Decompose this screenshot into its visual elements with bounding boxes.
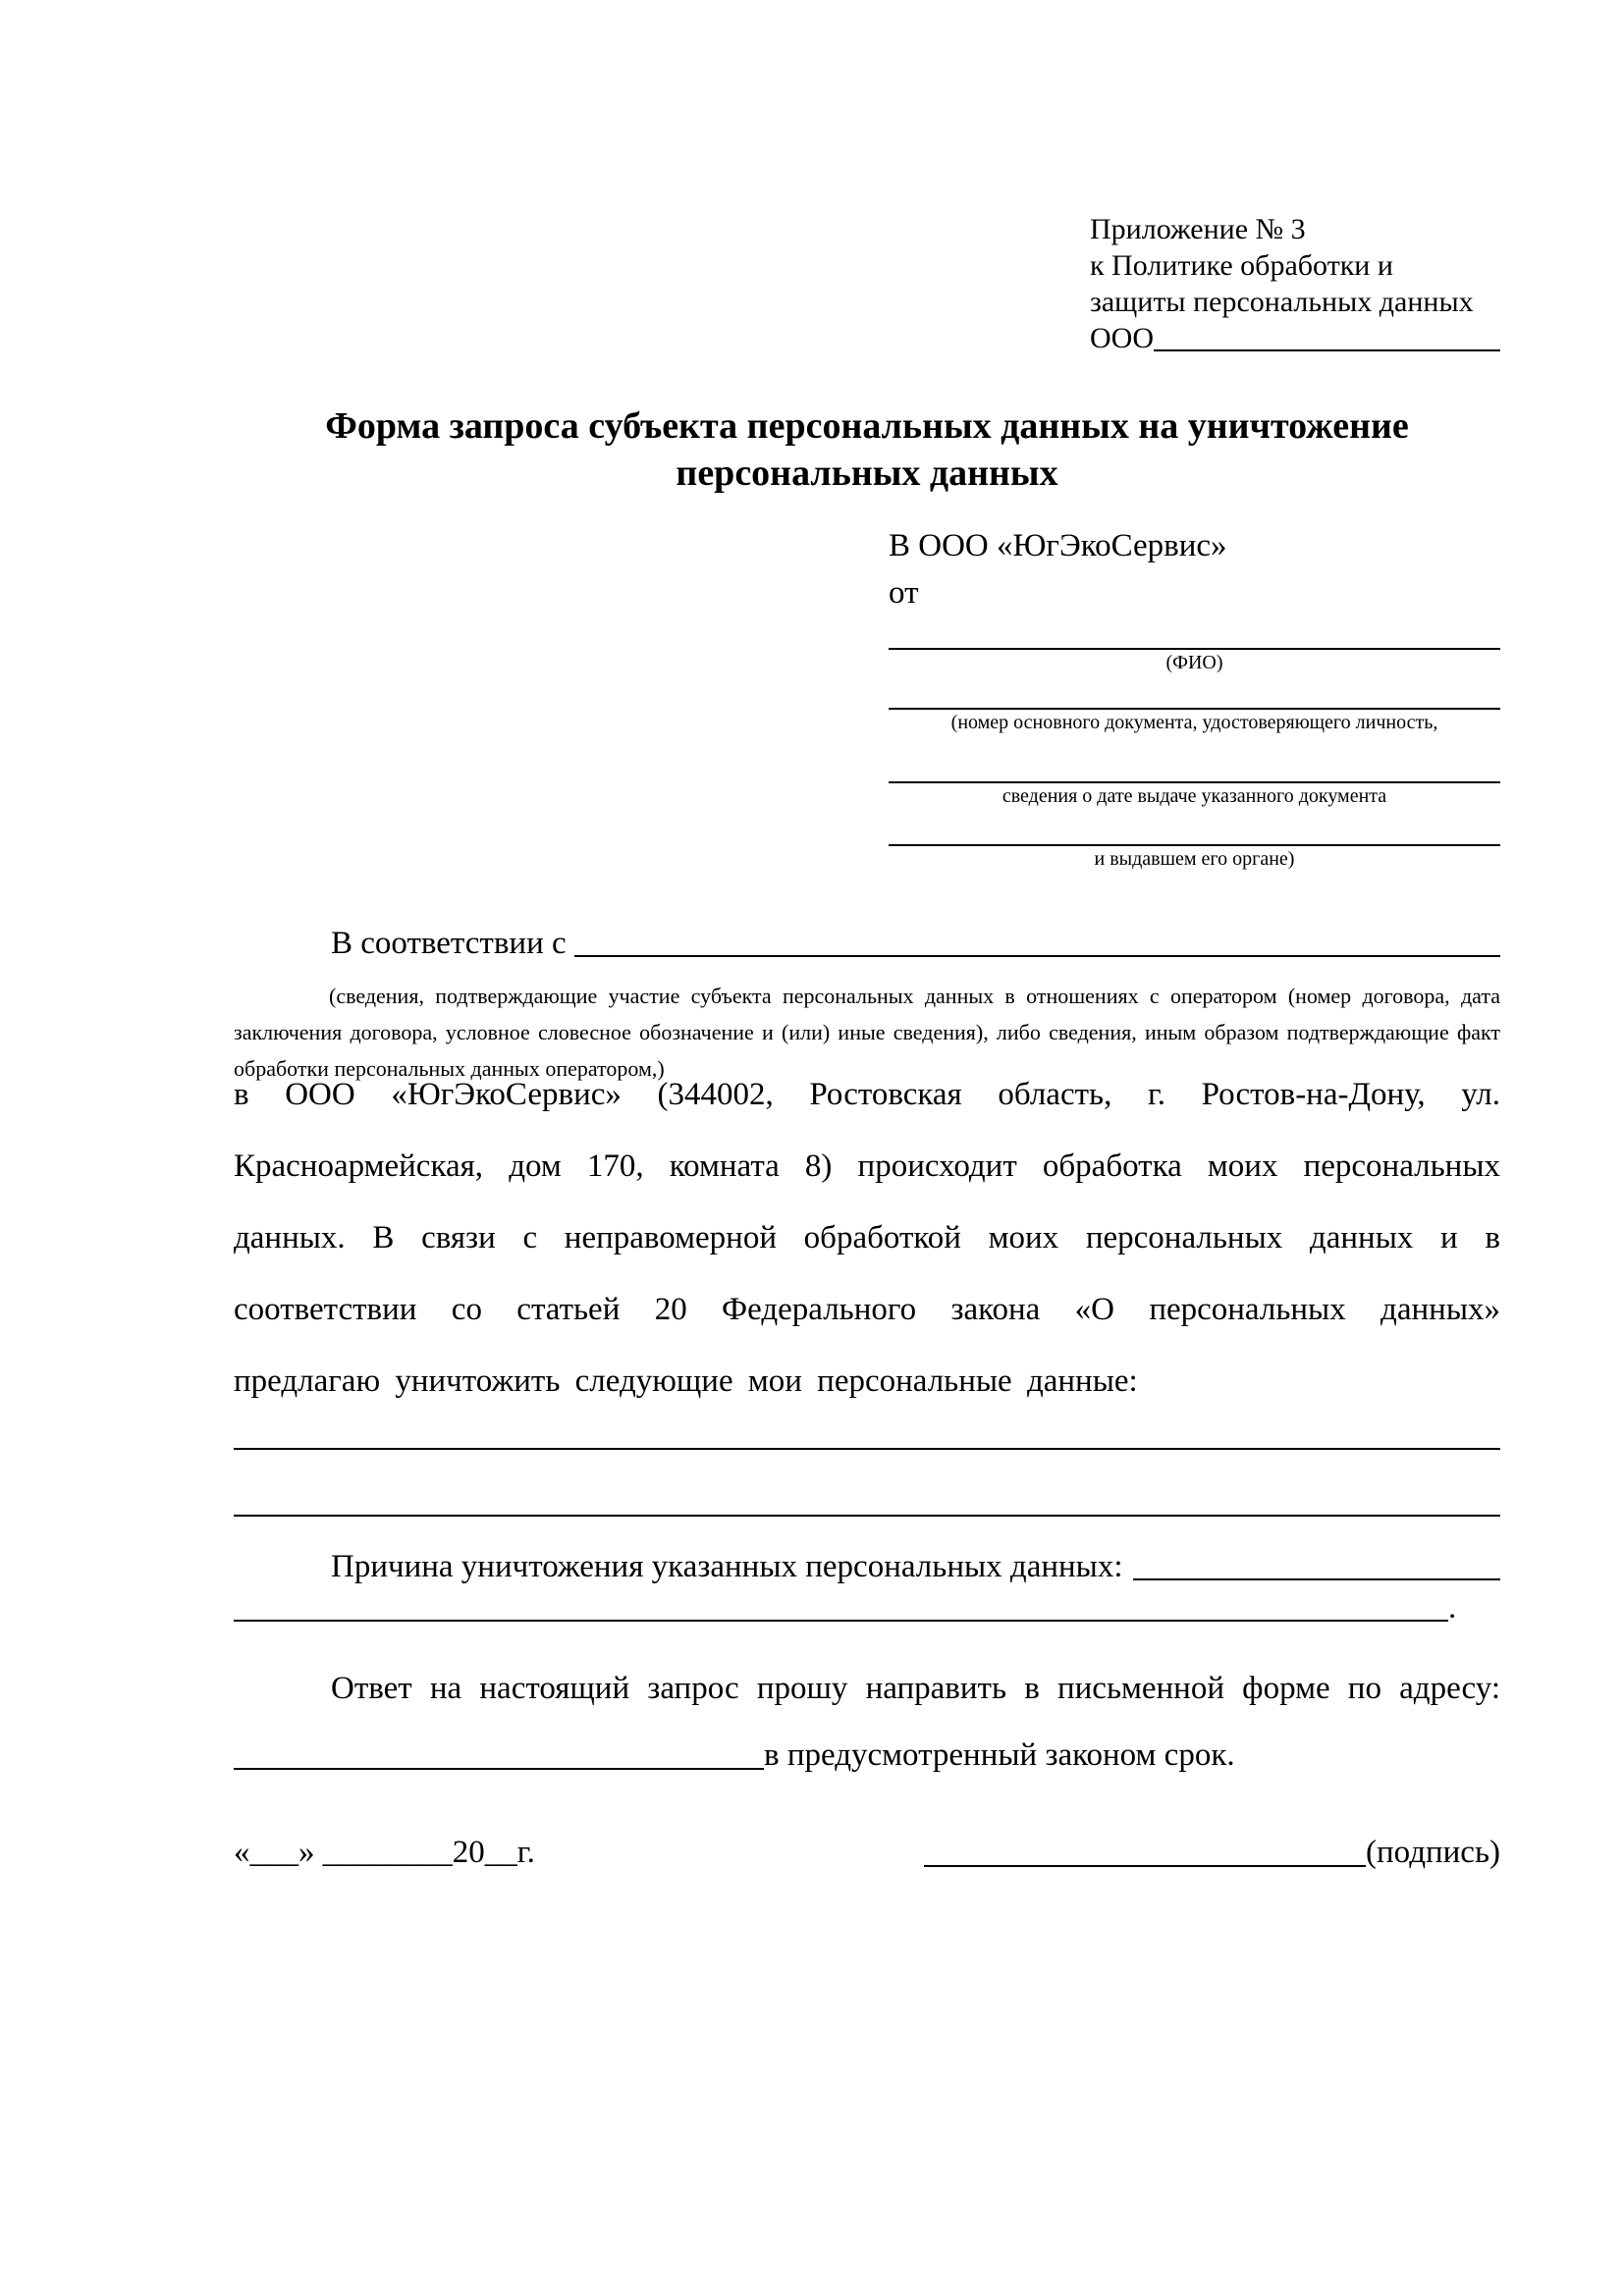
signature-caption: (подпись) xyxy=(1366,1835,1500,1870)
blank-line xyxy=(234,1515,1500,1517)
reason-row xyxy=(234,1546,1500,1587)
blank-line xyxy=(1133,1578,1500,1580)
blank-line xyxy=(574,955,1500,957)
fio-caption: (ФИО) xyxy=(1165,652,1223,673)
issuing-authority-field xyxy=(889,844,1500,872)
response-address-row xyxy=(234,1734,1500,1777)
appendix-line-3: защиты персональных данных xyxy=(1090,286,1474,318)
fio-field xyxy=(889,648,1500,675)
signature-field xyxy=(924,1831,1500,1874)
addressee-block xyxy=(889,526,1500,872)
appendix-line-1: Приложение № 3 xyxy=(1090,213,1306,245)
appendix-block xyxy=(1090,211,1500,356)
blank-line xyxy=(1154,349,1500,351)
blank-line xyxy=(924,1865,1366,1867)
title-line-2: персональных данных xyxy=(676,453,1058,494)
document-number-caption: (номер основного документа, удостоверяющего личность, xyxy=(950,712,1438,733)
reason-label: Причина уничтожения указанных персональных данных: xyxy=(331,1549,1123,1584)
addressee-from: от xyxy=(889,575,919,611)
issuing-authority-caption: и выдавшем его органе) xyxy=(1094,848,1295,870)
body-paragraph: в ООО «ЮгЭкоСервис» (344002, Ростовская область, г. Ростов-на-Дону, ул. Красноармейская, дом 170, комната 8) происходит обработка моих персональных данных. В связи с неправомерной обработкой моих персональных данных и в соответствии со статьей 20 Федерального закона «О персональных данных» предлагаю уничтожить следующие мои персональные данные: xyxy=(234,1077,1500,1399)
appendix-line-2: к Политике обработки и xyxy=(1090,249,1393,282)
reason-continuation-row xyxy=(234,1587,1500,1629)
blank-line xyxy=(234,1620,1448,1622)
accordance-row xyxy=(234,923,1500,964)
accordance-lead: В соответствии с xyxy=(331,926,567,961)
period-mark: . xyxy=(1448,1590,1457,1626)
response-paragraph: Ответ на настоящий запрос прошу направить в письменной форме по адресу: xyxy=(331,1671,1500,1706)
issue-date-caption: сведения о дате выдаче указанного документа xyxy=(1001,785,1387,807)
title-line-1: Форма запроса субъекта персональных данных на уничтожение xyxy=(325,405,1409,447)
document-content xyxy=(234,0,1500,1874)
issue-date-field xyxy=(889,781,1500,809)
response-tail: в предусмотренный законом срок. xyxy=(764,1737,1235,1773)
document-number-field xyxy=(889,708,1500,735)
document-title xyxy=(234,402,1500,497)
date-blank: «___» ________20__г. xyxy=(234,1835,535,1870)
appendix-ooo-row xyxy=(1090,320,1500,356)
blank-line xyxy=(234,1448,1500,1450)
ooo-label: ООО xyxy=(1090,322,1154,354)
addressee-to: В ООО «ЮгЭкоСервис» xyxy=(889,528,1227,563)
footer-row xyxy=(234,1831,1500,1874)
blank-line xyxy=(234,1768,764,1770)
accordance-note: (сведения, подтверждающие участие субъекта персональных данных в отношениях с оператором (номер договора, дата заключения договора, условное словесное обозначение и (или) иные сведения), либо сведения, иным образом подтверждающие факт обработки персональных данных оператором,) xyxy=(234,984,1500,1081)
